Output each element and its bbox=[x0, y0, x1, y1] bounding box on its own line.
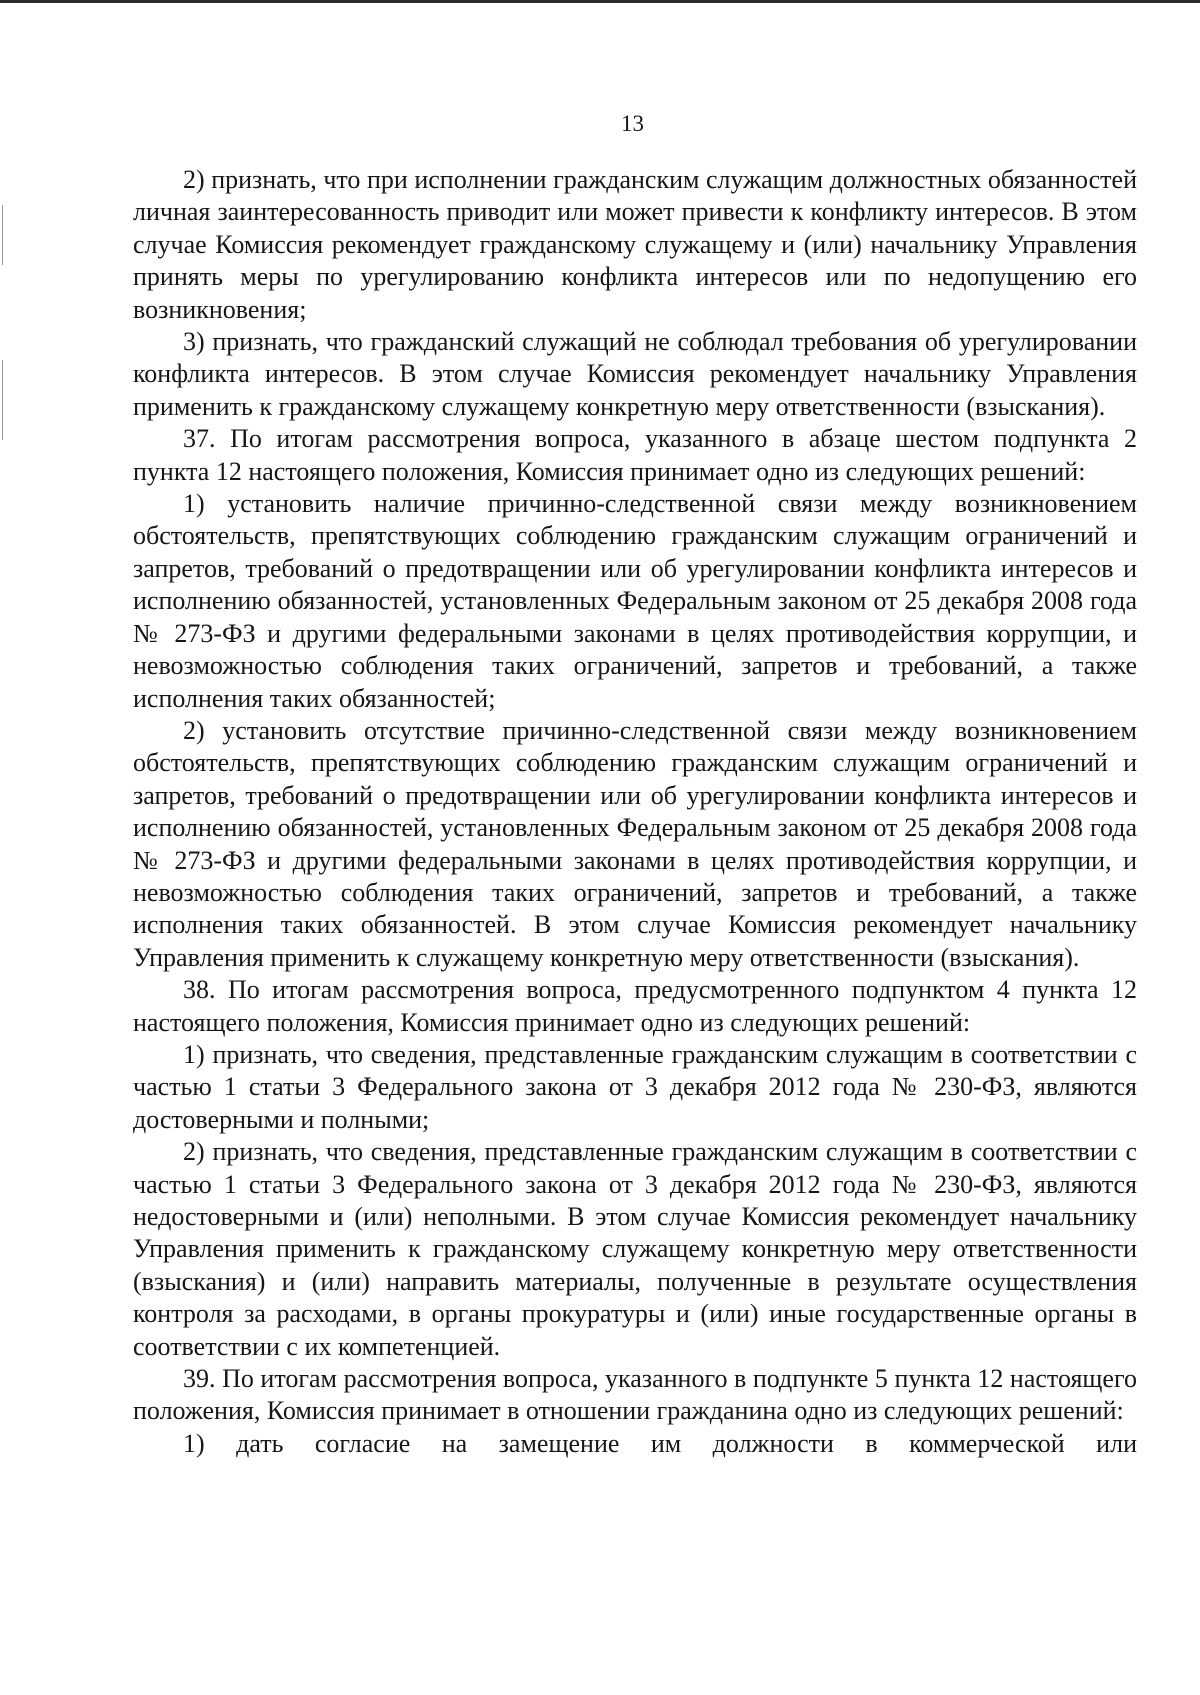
paragraph: 2) установить отсутствие причинно-следственной связи между возникновением обстоятельств, препятствующих соблюдению гражданским служащим ограничений и запретов, требований о предотвращении или об урегулировании конфликта интересов и исполнению обязанностей, установленных Федеральным законом от 25 декабря 2008 года № 273-ФЗ и другими федеральными законами в целях противодействия коррупции, и невозможностью соблюдения таких ограничений, запретов и требований, а также исполнения таких обязанностей. В этом случае Комиссия рекомендует начальнику Управления применить к служащему конкретную меру ответственности (взыскания). bbox=[133, 715, 1137, 972]
scan-top-edge bbox=[0, 0, 1200, 3]
paragraph: 39. По итогам рассмотрения вопроса, указанного в подпункте 5 пункта 12 настоящего положения, Комиссия принимает в отношении гражданина одно из следующих решений: bbox=[133, 1364, 1137, 1426]
scan-margin-mark bbox=[2, 360, 3, 440]
paragraph: 2) признать, что при исполнении гражданским служащим должностных обязанностей личная заинтересованность приводит или может привести к конфликту интересов. В этом случае Комиссия рекомендует гражданскому служащему и (или) начальнику Управления принять меры по урегулированию конфликта интересов или по недопущению его возникновения; bbox=[133, 165, 1137, 324]
document-body bbox=[133, 164, 1137, 1460]
scan-margin-mark bbox=[2, 205, 3, 265]
paragraph: 1) признать, что сведения, представленные гражданским служащим в соответствии с частью 1 статьи 3 Федерального закона от 3 декабря 2012 года № 230-ФЗ, являются достоверными и полными; bbox=[133, 1039, 1137, 1134]
paragraph: 2) признать, что сведения, представленные гражданским служащим в соответствии с частью 1 статьи 3 Федерального закона от 3 декабря 2012 года № 230-ФЗ, являются недостоверными и (или) неполными. В этом случае Комиссия рекомендует начальнику Управления применить к гражданскому служащему конкретную меру ответственности (взыскания) и (или) направить материалы, полученные в результате осуществления контроля за расходами, в органы прокуратуры и (или) иные государственные органы в соответствии с их компетенцией. bbox=[133, 1137, 1137, 1361]
paragraph: 3) признать, что гражданский служащий не соблюдал требования об урегулировании конфликта интересов. В этом случае Комиссия рекомендует начальнику Управления применить к гражданскому служащему конкретную меру ответственности (взыскания). bbox=[133, 327, 1137, 421]
paragraph: 37. По итогам рассмотрения вопроса, указанного в абзаце шестом подпункта 2 пункта 12 настоящего положения, Комиссия принимает одно из следующих решений: bbox=[133, 424, 1137, 486]
paragraph: 1) установить наличие причинно-следственной связи между возникновением обстоятельств, препятствующих соблюдению гражданским служащим ограничений и запретов, требований о предотвращении или об урегулировании конфликта интересов и исполнению обязанностей, установленных Федеральным законом от 25 декабря 2008 года № 273-ФЗ и другими федеральными законами в целях противодействия коррупции, и невозможностью соблюдения таких ограничений, запретов и требований, а также исполнения таких обязанностей; bbox=[133, 489, 1137, 713]
paragraph: 38. По итогам рассмотрения вопроса, предусмотренного подпунктом 4 пункта 12 настоящего положения, Комиссия принимает одно из следующих решений: bbox=[133, 975, 1137, 1037]
page-number: 13 bbox=[621, 111, 644, 136]
paragraph: 1) дать согласие на замещение им должности в коммерческой или bbox=[183, 1428, 1137, 1458]
